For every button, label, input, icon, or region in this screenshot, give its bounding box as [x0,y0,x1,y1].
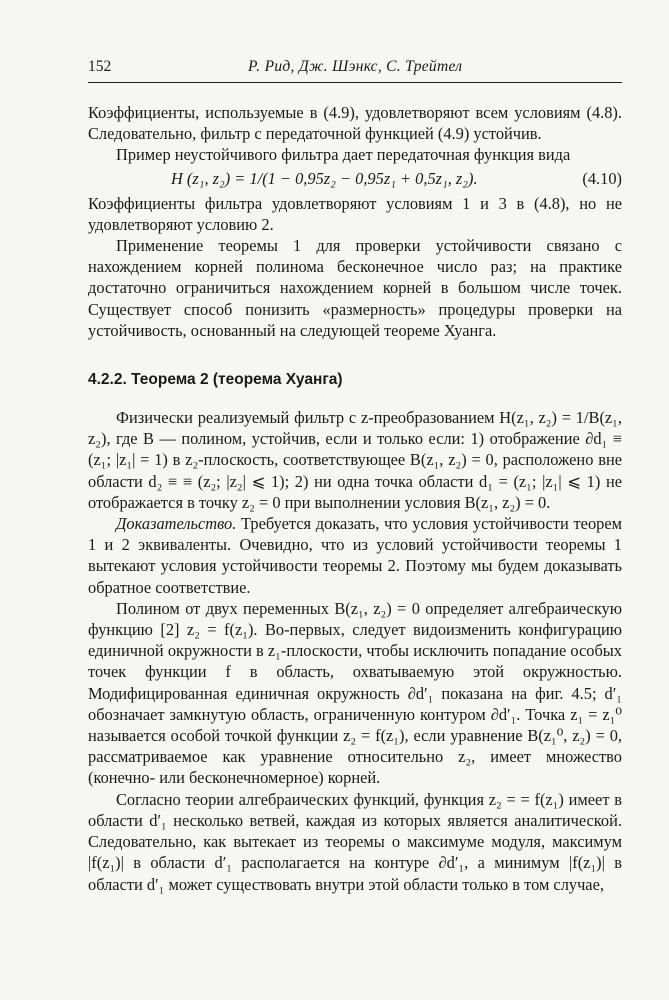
equation-4-10 [88,166,622,193]
equation-expression: H (z₁, z₂) = 1/(1 − 0,95z₂ − 0,95z₁ + 0,5z₁, z₂). [171,168,478,188]
proof-label: Доказательство. [116,514,237,534]
equation-number: (4.10) [582,168,622,188]
paragraph-unstable-example: Пример неустойчивого фильтра дает передаточная функция вида [116,145,571,165]
paragraph-algebraic-function: Полином от двух переменных B(z₁, z₂) = 0 определяет алгебраическую функцию [2] z₂ = f(z₁). Во-первых, следует видоизменить конфигурацию единичной окружности в z₁-плоскости, чтобы исключить попадание особых точек функции f в область, охватываемую этой окружностью. Модифицированная единичная окружность ∂d′₁ показана на фиг. 4.5; d′₁ обозначает замкнутую область, ограниченную контуром ∂d′₁. Точка z₁ = z₁⁰ называется особой точкой функции z₂ = f(z₁), если уравнение B(z₁⁰, z₂) = 0, рассматриваемое как уравнение относительно z₂, имеет множество (конечно- или бесконечномерное) корней. [88,598,622,788]
proof-text: Требуется доказать, что условия устойчивости теорем 1 и 2 эквиваленты. Очевидно, что из условий устойчивости теоремы 1 вытекают условия устойчивости теоремы 2. Поэтому мы будем доказывать обратное соответствие. [88,514,622,597]
section-title: 4.2.2. Теорема 2 (теорема Хуанга) [88,371,343,389]
paragraph-theorem1-application: Применение теоремы 1 для проверки устойчивости связано с нахождением корней полинома бесконечное число раз; на практике достаточно ограничиться нахождением корней в большом числе точек. Существует способ понизить «размерность» процедуры проверки на устойчивость, основанный на следующей теореме Хуанга. [88,236,622,340]
paragraph-proof [88,513,622,598]
paragraph-conditions: Коэффициенты фильтра удовлетворяют условиям 1 и 3 в (4.8), но не удовлетворяют условию 2. [88,193,622,234]
page [88,56,622,895]
paragraph-coefficients-stable: Коэффициенты, используемые в (4.9), удовлетворяют всем условиям (4.8). Следовательно, фильтр с передаточной функцией (4.9) устойчив. [88,103,622,144]
paragraph-max-modulus: Согласно теории алгебраических функций, функция z₂ = = f(z₁) имеет в области d′₁ несколько ветвей, каждая из которых является аналитической. Следовательно, как вытекает из теоремы о максимуме модуля, максимум |f(z₁)| в области d′₁ располагается на контуре ∂d′₁, а минимум |f(z₁)| в области d′₁ может существовать внутри этой области только в том случае, [88,789,622,894]
running-authors: Р. Рид, Дж. Шэнкс, С. Трейтел [248,58,463,75]
running-header [88,56,622,83]
paragraph-theorem2-statement: Физически реализуемый фильтр с z-преобразованием H(z₁, z₂) = 1/B(z₁, z₂), где B — полином, устойчив, если и только если: 1) отображение ∂d₁ ≡ (z₁; |z₁| = 1) в z₂-плоскость, соответствующее B(z₁, z₂) = 0, расположено вне области d₂ ≡ ≡ (z₂; |z₂| ⩽ 1); 2) ни одна точка области d₁ = (z₁; |z₁| ⩽ 1) не отображается в точку z₂ = 0 при выполнении условия B(z₁, z₂) = 0. [88,408,622,512]
page-number: 152 [88,58,112,75]
